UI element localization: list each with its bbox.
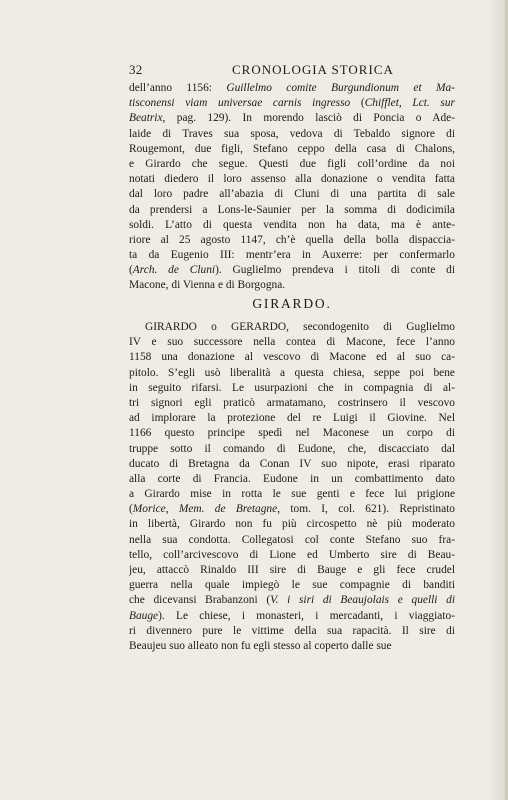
text-line <box>129 263 455 278</box>
text-run: jeu, attaccò Rinaldo III sire di Bauge e gli fece crudel <box>129 564 455 576</box>
text-run: , tom. I, col. 621). Repristinato <box>277 503 455 516</box>
text-line <box>129 609 455 624</box>
text-line <box>129 381 455 396</box>
text-line <box>129 396 455 411</box>
text-run: dell’anno 1156: <box>129 82 227 94</box>
text-run: notati diedero il loro assenso alla donazione o vendita fatta <box>129 173 455 186</box>
text-run: ). Guglielmo prendeva i titoli di conte di <box>215 264 455 277</box>
text-run: tri signori egli praticò armatamano, costrinsero il vescovo <box>129 396 455 409</box>
text-run: e Girardo che segue. Questi due figli coll’ordine da noi <box>129 157 455 170</box>
text-line <box>129 172 455 187</box>
section-heading: GIRARDO. <box>252 296 332 311</box>
text-line <box>129 593 455 608</box>
text-run: che dicevansi Brabanzoni ( <box>129 594 271 607</box>
text-line <box>129 624 455 639</box>
text-line <box>129 187 455 202</box>
text-run: guerra nella quale impiegò le sue compagnie di banditi <box>129 579 455 592</box>
text-run: Beaujeu suo alleato non fu egli stesso al coperto dalle sue <box>129 639 392 652</box>
text-run: ). Le chiese, i monasteri, i mercadanti, i viaggiato- <box>158 609 455 622</box>
text-line <box>129 111 455 126</box>
text-line <box>129 248 455 263</box>
text-line <box>129 533 455 548</box>
text-line <box>129 457 455 472</box>
text-run: truppe sotto il comando di Eudone, che, discacciato dal <box>129 442 455 455</box>
text-line <box>129 203 455 218</box>
text-run: tello, coll’arcivescovo di Lione ed Umberto sire di Beau- <box>129 548 455 561</box>
italic-citation: Guillelmo comite Burgundionum et Ma- <box>226 82 455 94</box>
text-run: Macone, di Vienna e di Borgogna. <box>129 279 286 292</box>
page-header <box>129 62 455 78</box>
text-line <box>129 366 455 381</box>
text-line <box>129 127 455 142</box>
text-line <box>129 639 455 654</box>
text-line <box>129 278 455 293</box>
text-run: laide di Traves sua sposa, vedova di Tebaldo signore di <box>129 127 455 140</box>
text-run: , pag. 129). In morendo lasciò di Poncia o Ade- <box>162 112 455 125</box>
text-run: in libertà, Girardo non fu più circospetto nè più moderato <box>129 518 455 531</box>
text-line <box>129 411 455 426</box>
page-number: 32 <box>129 62 143 77</box>
running-title: CRONOLOGIA STORICA <box>232 62 394 77</box>
italic-citation: Beatrix <box>129 112 163 125</box>
text-line <box>129 426 455 441</box>
text-line <box>129 81 455 96</box>
text-line <box>129 320 455 335</box>
text-line <box>129 350 455 365</box>
italic-citation: tisconensi viam universae carnis ingresso <box>129 97 351 110</box>
text-run: nella sua condotta. Collegatosi col conte Stefano suo fra- <box>129 533 455 546</box>
text-run: ( <box>129 503 133 516</box>
text-line <box>129 472 455 487</box>
text-line <box>129 578 455 593</box>
text-line <box>129 233 455 248</box>
text-run: in seguito rifarsi. Le usurpazioni che in compagnia di al- <box>129 381 455 394</box>
text-line <box>129 142 455 157</box>
paragraph-girardo <box>129 320 455 654</box>
text-line <box>129 218 455 233</box>
text-run: ri divennero pure le vittime della sua rapacità. Il sire di <box>129 624 455 637</box>
text-line <box>129 517 455 532</box>
text-run: 1158 una donazione al vescovo di Macone ed al suo ca- <box>129 351 455 364</box>
italic-citation: Chifflet, Lct. sur <box>364 97 455 110</box>
text-run: ( <box>129 264 133 277</box>
italic-citation: V. i siri di Beaujolais e quelli di <box>270 594 455 607</box>
text-line <box>129 502 455 517</box>
text-run: riore al 25 agosto 1147, ch’è quella della bolla dispaccia- <box>129 233 455 246</box>
text-run: alla corte di Francia. Eudone in un combattimento dato <box>129 472 455 485</box>
text-run: ducato di Bretagna da Conan IV suo nipote, erasi riparato <box>129 457 455 470</box>
text-run: dal loro padre all’abazia di Cluni di una partita di sale <box>129 188 455 201</box>
text-run: ta da Eugenio III: mentr’era in Auxerre: per confermarlo <box>129 249 455 262</box>
italic-citation: Bauge <box>129 609 159 622</box>
text-line <box>129 335 455 350</box>
text-line <box>129 442 455 457</box>
text-run: ad implorare la protezione del re Luigi il Giovine. Nel <box>129 412 455 425</box>
text-line <box>129 157 455 172</box>
italic-citation: Arch. de Cluni <box>132 264 216 277</box>
text-run: pitolo. S’egli usò liberalità a questa chiesa, seppe poi bene <box>129 366 455 379</box>
text-run: da prendersi a Lons-le-Saunier per la somma di dodicimila <box>129 203 455 216</box>
text-line <box>129 487 455 502</box>
text-run: 1166 questo principe spedì nel Maconese un corpo di <box>129 427 455 440</box>
paragraph-continuation <box>129 81 455 294</box>
text-line <box>129 548 455 563</box>
text-run: Rougemont, due figli, Stefano ceppo della casa di Chalons, <box>129 142 455 155</box>
text-run: a Girardo mise in rotta le sue genti e fece lui prigione <box>129 488 455 501</box>
text-line <box>129 96 455 111</box>
text-run: soldi. L’atto di questa vendita non ha data, ma è ante- <box>129 218 455 231</box>
italic-citation: Morice, Mem. de Bretagne <box>132 503 278 516</box>
text-run: IV e suo successore nella contea di Macone, fece l’anno <box>129 336 455 349</box>
text-line <box>129 563 455 578</box>
text-run: ( <box>350 97 365 110</box>
text-run: GIRARDO o GERARDO, secondogenito di Guglielmo <box>145 321 455 333</box>
